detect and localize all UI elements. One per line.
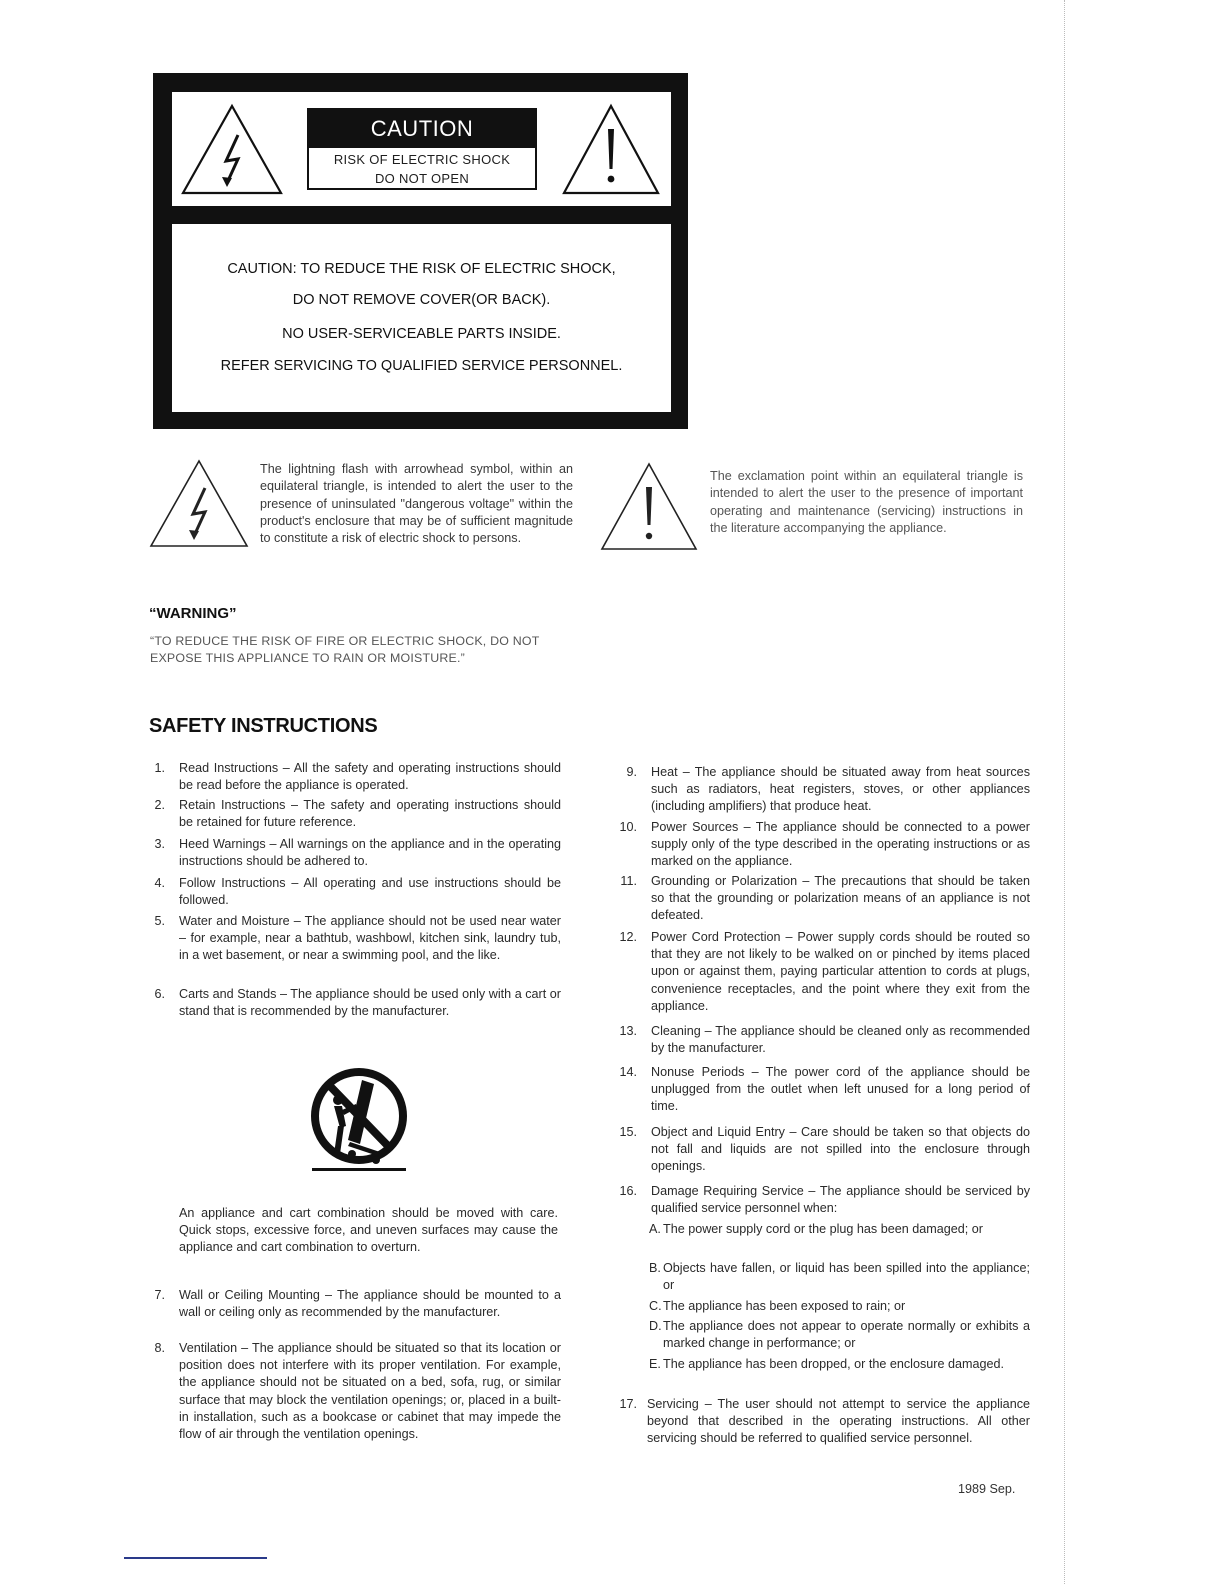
exclamation-triangle-icon: [561, 103, 661, 197]
instruction-number: 16.: [619, 1184, 637, 1198]
instruction-number: 6.: [154, 987, 165, 1001]
instruction-text: Cleaning – The appliance should be cleaned only as recommended by the manufacturer.: [651, 1024, 1030, 1056]
instruction-text: Servicing – The user should not attempt to service the appliance beyond that described in the operating instructions. All other servicing should be referred to qualified service personnel.: [647, 1397, 1030, 1446]
caution-text-line-3: NO USER-SERVICEABLE PARTS INSIDE.: [282, 326, 561, 342]
caution-banner-line-1: RISK OF ELECTRIC SHOCK: [333, 152, 511, 167]
caution-banner-title: CAUTION: [309, 110, 535, 148]
instruction-text: Power Sources – The appliance should be connected to a power supply only of the type described in the operating instructions or as marked on the appliance.: [651, 820, 1030, 869]
caution-banner: [307, 108, 537, 190]
page-edge-dotted-line: [1064, 0, 1065, 1584]
instruction-number: 17.: [619, 1397, 637, 1411]
instruction-text: Power Cord Protection – Power supply cords should be routed so that they are not likely to be walked on or pinched by items placed upon or against them, paying particular attention to cords at plugs, convenience receptacles, and the point where they exit from the appliance.: [651, 930, 1030, 1013]
damage-text: The appliance has been exposed to rain; or: [663, 1299, 906, 1313]
warning-text: “TO REDUCE THE RISK OF FIRE OR ELECTRIC SHOCK, DO NOT EXPOSE THIS APPLIANCE TO RAIN OR MOISTURE.”: [150, 634, 540, 665]
damage-letter: B.: [649, 1261, 661, 1275]
instruction-number: 12.: [619, 930, 637, 944]
lightning-triangle-icon: [180, 103, 284, 197]
instruction-number: 10.: [619, 820, 637, 834]
instruction-number: 13.: [619, 1024, 637, 1038]
damage-text: The appliance does not appear to operate normally or exhibits a marked change in performance; or: [663, 1319, 1030, 1351]
instruction-number: 8.: [154, 1341, 165, 1355]
instruction-number: 7.: [154, 1288, 165, 1302]
instruction-text: Damage Requiring Service – The appliance should be serviced by qualified service personnel when:: [651, 1184, 1030, 1216]
damage-letter: A.: [649, 1222, 661, 1236]
footer-rule: [124, 1557, 267, 1559]
instruction-text: Follow Instructions – All operating and use instructions should be followed.: [179, 876, 561, 908]
instruction-text: Carts and Stands – The appliance should be used only with a cart or stand that is recommended by the manufacturer.: [179, 987, 561, 1019]
instruction-text: Wall or Ceiling Mounting – The appliance should be mounted to a wall or ceiling only as recommended by the manufacturer.: [179, 1288, 561, 1320]
instruction-number: 11.: [620, 874, 637, 888]
caution-label-bottom-panel: [172, 224, 671, 412]
instruction-text: Read Instructions – All the safety and operating instructions should be read before the appliance is operated.: [179, 761, 561, 793]
instruction-text: Ventilation – The appliance should be situated so that its location or position does not interfere with its proper ventilation. For example, the appliance should not be situated on a bed, sofa, rug, or similar surface that may block the ventilation openings; or, placed in a built-in installation, such as a bookcase or cabinet that may impede the flow of air through the ventilation openings.: [179, 1341, 561, 1442]
safety-instructions-title: SAFETY INSTRUCTIONS: [149, 715, 378, 737]
instruction-number: 9.: [626, 765, 637, 779]
instruction-text: Heat – The appliance should be situated away from heat sources such as radiators, heat registers, stoves, or other appliances (including amplifiers) that produce heat.: [651, 765, 1030, 814]
lightning-symbol-description: The lightning flash with arrowhead symbol, within an equilateral triangle, is intended to alert the user to the presence of uninsulated "dangerous voltage" within the product's enclosure that may be of sufficient magnitude to constitute a risk of electric shock to persons.: [260, 462, 573, 546]
warning-title: “WARNING”: [149, 605, 237, 622]
instruction-number: 15.: [619, 1125, 637, 1139]
instruction-number: 4.: [154, 876, 165, 890]
damage-text: The power supply cord or the plug has been damaged; or: [663, 1222, 983, 1236]
caution-text-line-4: REFER SERVICING TO QUALIFIED SERVICE PERSONNEL.: [220, 358, 623, 374]
caution-banner-line-2: DO NOT OPEN: [374, 171, 470, 186]
instruction-number: 5.: [154, 914, 165, 928]
instruction-number: 3.: [154, 837, 165, 851]
damage-letter: C.: [649, 1299, 662, 1313]
instruction-text: Heed Warnings – All warnings on the appliance and in the operating instructions should be adhered to.: [179, 837, 561, 869]
publication-date: 1989 Sep.: [958, 1482, 1016, 1496]
damage-text: Objects have fallen, or liquid has been spilled into the appliance; or: [663, 1261, 1030, 1293]
caution-text-line-1: CAUTION: TO REDUCE THE RISK OF ELECTRIC SHOCK,: [227, 261, 616, 277]
exclamation-symbol-icon: [599, 461, 699, 553]
instruction-number: 2.: [154, 798, 165, 812]
damage-letter: E.: [649, 1357, 661, 1371]
lightning-symbol-icon: [148, 458, 250, 550]
instruction-text: Water and Moisture – The appliance should not be used near water – for example, near a bathtub, washbowl, kitchen sink, laundry tub, in a wet basement, or near a swimming pool, and the like.: [179, 914, 561, 963]
caution-text-line-2: DO NOT REMOVE COVER(OR BACK).: [292, 292, 551, 308]
instruction-number: 14.: [619, 1065, 637, 1079]
instruction-text: Retain Instructions – The safety and operating instructions should be retained for future reference.: [179, 798, 561, 830]
instruction-text: Object and Liquid Entry – Care should be taken so that objects do not fall and liquids are not spilled into the enclosure through openings.: [651, 1125, 1030, 1174]
instruction-text: Nonuse Periods – The power cord of the appliance should be unplugged from the outlet when left unused for a long period of time.: [651, 1065, 1030, 1114]
cart-caption: An appliance and cart combination should be moved with care. Quick stops, excessive force, and uneven surfaces may cause the appliance and cart combination to overturn.: [179, 1206, 558, 1255]
instruction-number: 1.: [154, 761, 165, 775]
damage-letter: D.: [649, 1319, 662, 1333]
exclamation-symbol-description: The exclamation point within an equilateral triangle is intended to alert the user to the presence of important operating and maintenance (servicing) instructions in the literature accompanying the appliance.: [710, 469, 1023, 535]
damage-text: The appliance has been dropped, or the enclosure damaged.: [663, 1357, 1004, 1371]
cart-tipover-warning-icon: [310, 1064, 408, 1176]
instruction-text: Grounding or Polarization – The precautions that should be taken so that the grounding or polarization means of an appliance is not defeated.: [651, 874, 1030, 923]
